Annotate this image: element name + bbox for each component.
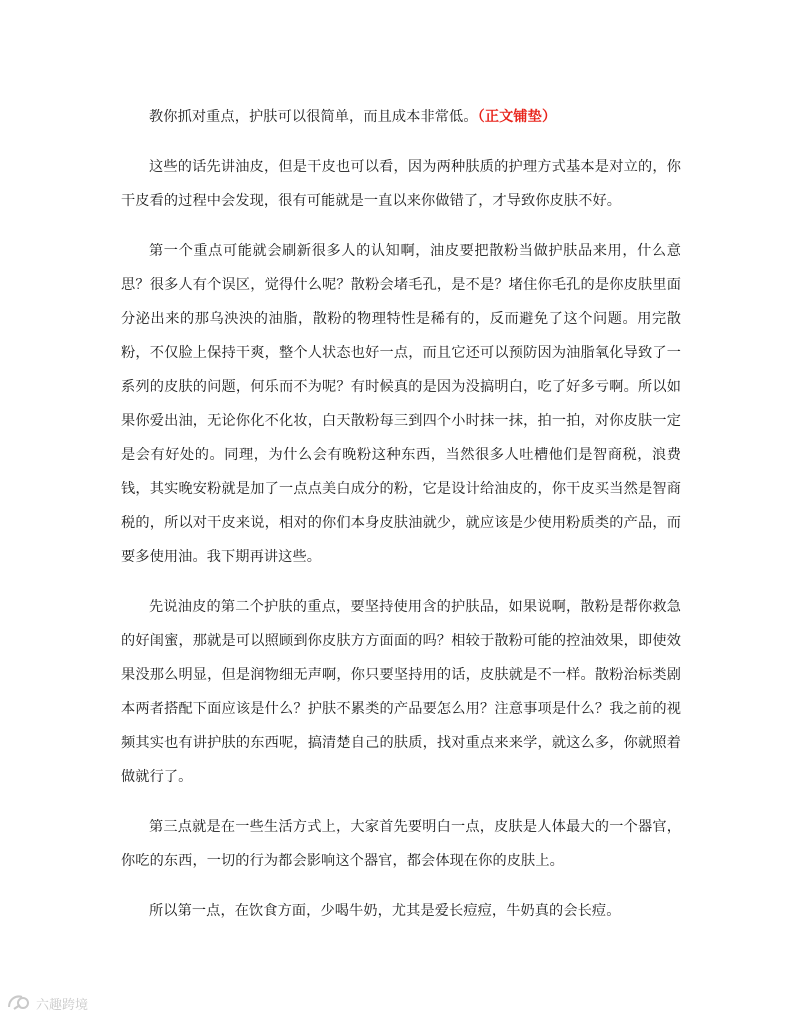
intro-text: 教你抓对重点，护肤可以很简单，而且成本非常低。 xyxy=(149,109,478,125)
paragraph-diet: 所以第一点，在饮食方面，少喝牛奶，尤其是爱长痘痘，牛奶真的会长痘。 xyxy=(149,903,621,919)
paragraph-point-one: 第一个重点可能就会刷新很多人的认知啊，油皮要把散粉当做护肤品来用，什么意思？很多人有个误区，觉得什么呢？散粉会堵毛孔，是不是？堵住你毛孔的是你皮肤里面分泌出来的那乌泱泱的油脂，散粉的物理特性是稀有的，反而避免了这个问题。用完散粉，不仅脸上保持干爽，整个人状态也好一点，而且它还可以预防因为油脂氧化导致了一系列的皮肤的问题，何乐而不为呢？有时候真的是因为没搞明白，吃了好多亏啊。所以如果你爱出油，无论你化不化妆，白天散粉每三到四个小时抹一抹，拍一拍，对你皮肤一定是会有好处的。同理，为什么会有晚粉这种东西，当然很多人吐槽他们是智商税，浪费钱，其实晚安粉就是加了一点点美白成分的粉，它是设计给油皮的，你干皮买当然是智商税的，所以对干皮来说，相对的你们本身皮肤油就少，就应该是少使用粉质类的产品，而要多使用油。我下期再讲这些。 xyxy=(121,243,681,565)
paragraph-point-two: 先说油皮的第二个护肤的重点，要坚持使用含的护肤品，如果说啊，散粉是帮你救急的好闺蜜，那就是可以照顾到你皮肤方方面面的吗？相较于散粉可能的控油效果，即使效果没那么明显，但是润物细无声啊，你只要坚持用的话，皮肤就是不一样。散粉治标类剧本两者搭配下面应该是什么？护肤不累类的产品要怎么用？注意事项是什么？我之前的视频其实也有讲护肤的东西呢，搞清楚自己的肤质，找对重点来来学，就这么多，你就照着做就行了。 xyxy=(121,599,681,785)
watermark-text: 六趣跨境 xyxy=(36,997,89,1013)
watermark-logo-icon xyxy=(6,993,32,1013)
watermark xyxy=(6,993,88,1013)
paragraph-point-three: 第三点就是在一些生活方式上，大家首先要明白一点，皮肤是人体最大的一个器官，你吃的东西，一切的行为都会影响这个器官，都会体现在你的皮肤上。 xyxy=(121,819,681,869)
paragraph-intro xyxy=(121,100,681,134)
article-body xyxy=(121,100,681,944)
section-tag: （正文铺垫） xyxy=(477,109,557,125)
paragraph-oily-dry: 这些的话先讲油皮，但是干皮也可以看，因为两种肤质的护理方式基本是对立的，你干皮看的过程中会发现，很有可能就是一直以来你做错了，才导致你皮肤不好。 xyxy=(121,159,681,209)
